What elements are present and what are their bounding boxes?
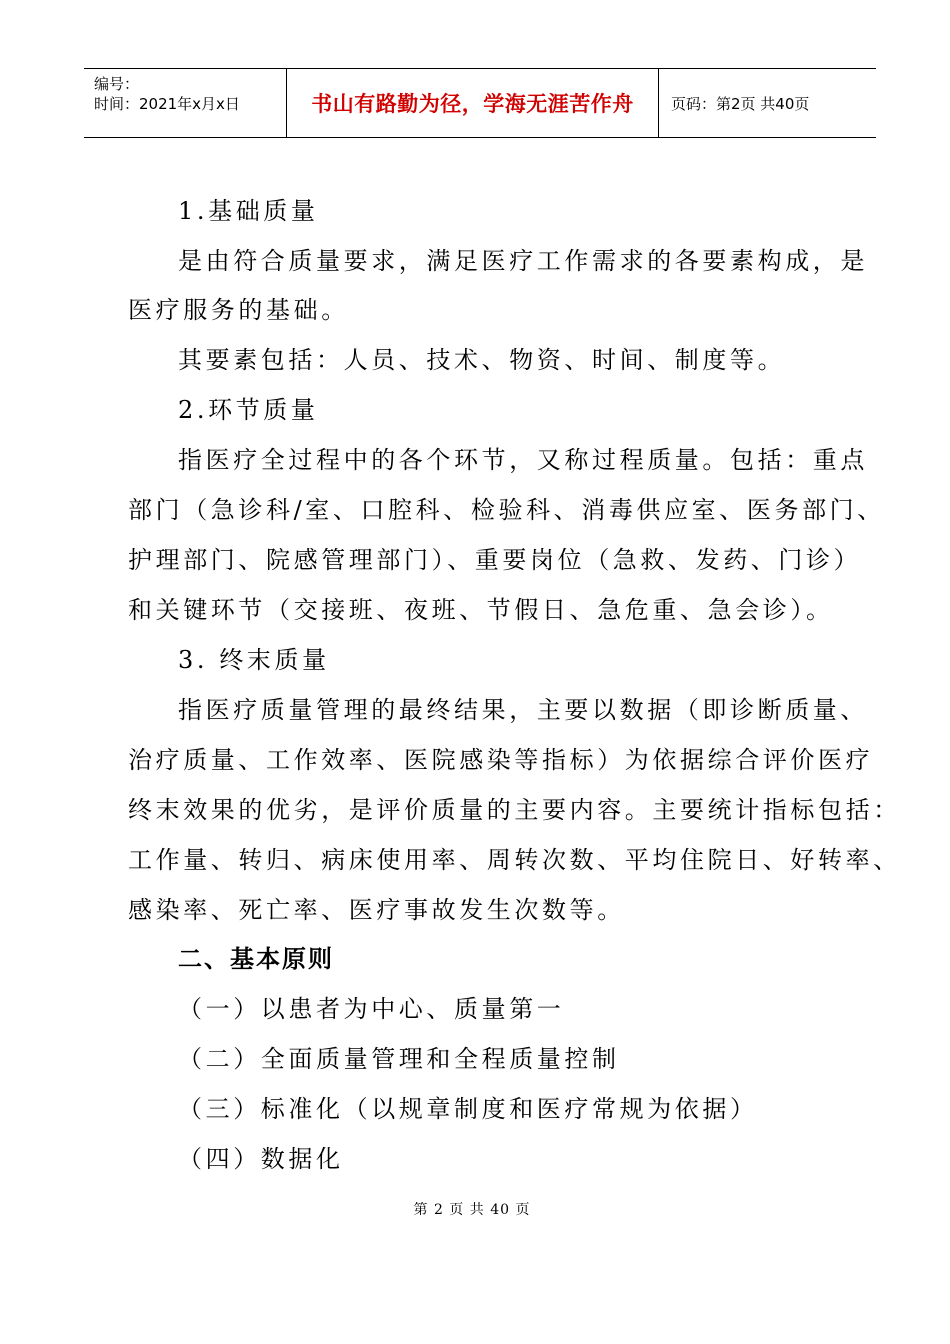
paragraph-line: 是由符合质量要求，满足医疗工作需求的各要素构成，是 [178,247,868,275]
paragraph-line: 终末效果的优劣，是评价质量的主要内容。主要统计指标包括： [128,796,901,824]
header-page-cell [659,69,876,137]
section-heading-final-quality: 3. 终末质量 [178,646,330,674]
principle-item: （二）全面质量管理和全程质量控制 [178,1045,620,1073]
header-motto-cell [287,69,659,137]
principle-item: （四）数据化 [178,1145,344,1173]
header-motto: 书山有路勤为径，学海无涯苦作舟 [311,92,634,116]
paragraph-line: 工作量、转归、病床使用率、周转次数、平均住院日、好转率、 [128,846,901,874]
principle-item: （一）以患者为中心、质量第一 [178,995,565,1023]
paragraph-line: 感染率、死亡率、医疗事故发生次数等。 [128,896,625,924]
paragraph-line: 治疗质量、工作效率、医院感染等指标）为依据综合评价医疗 [128,746,874,774]
section-heading-basic-quality: 1.基础质量 [178,197,319,225]
paragraph-line: 医疗服务的基础。 [128,296,349,324]
section-heading-basic-principles: 二、基本原则 [178,944,334,973]
paragraph-line: 其要素包括：人员、技术、物资、时间、制度等。 [178,346,786,374]
page-footer-label: 第 2 页 共 40 页 [413,1202,531,1218]
header-meta-cell [84,69,287,137]
paragraph-line: 指医疗全过程中的各个环节，又称过程质量。包括：重点 [178,446,868,474]
principle-item: （三）标准化（以规章制度和医疗常规为依据） [178,1095,758,1123]
document-number-label: 编号： [94,75,140,93]
section-heading-process-quality: 2.环节质量 [178,396,319,424]
paragraph-line: 部门（急诊科/室、口腔科、检验科、消毒供应室、医务部门、 [128,496,885,524]
paragraph-line: 护理部门、院感管理部门）、重要岗位（急救、发药、门诊） [128,546,862,574]
paragraph-line: 指医疗质量管理的最终结果，主要以数据（即诊断质量、 [178,696,868,724]
page-footer [0,1199,950,1219]
paragraph-line: 和关键环节（交接班、夜班、节假日、急危重、急会诊）。 [128,596,834,624]
header-page-label: 页码：第2页 共40页 [671,94,810,113]
header-table [84,68,876,138]
document-time-label: 时间：2021年x月x日 [94,95,240,113]
